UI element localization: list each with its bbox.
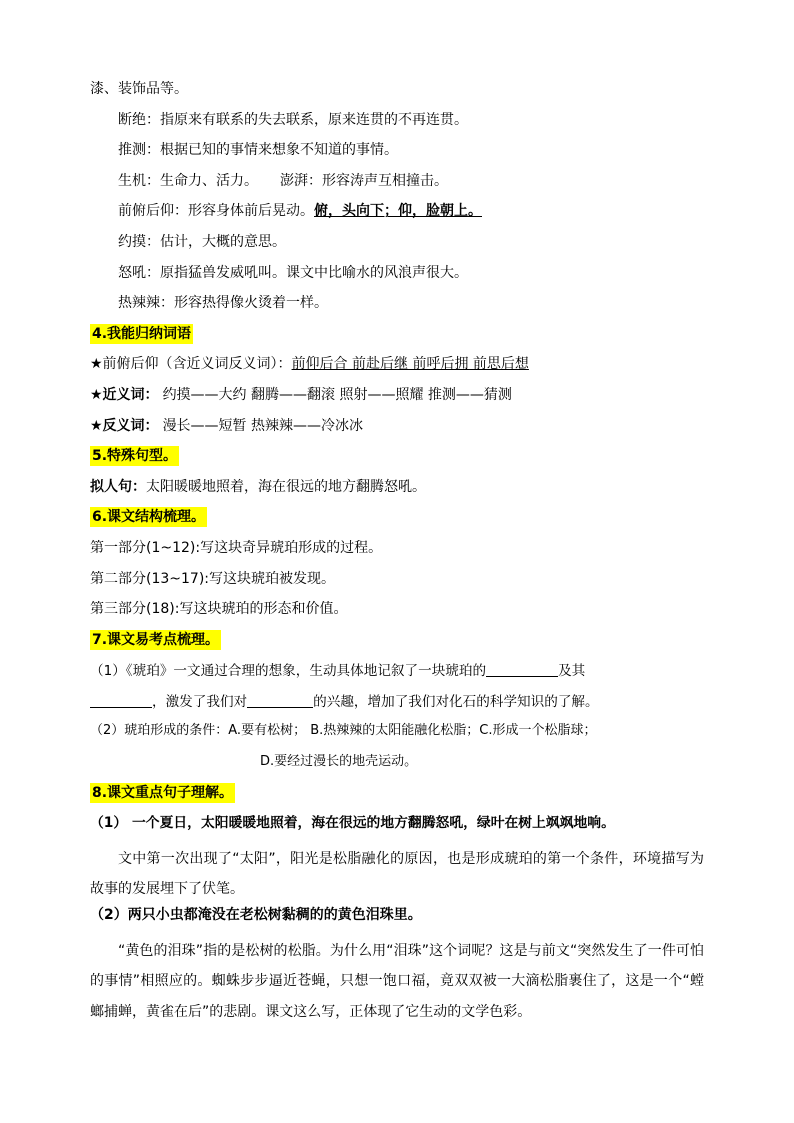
section-4-line-3	[90, 416, 704, 447]
section-4-line-2	[90, 385, 704, 416]
definition-qianfu-text: 前俯后仰：形容身体前后晃动。	[118, 203, 314, 220]
section-5-heading: 5.特殊句型。	[92, 448, 178, 465]
section-4-line-1	[90, 354, 704, 385]
section-7-heading-row	[90, 630, 704, 661]
section-7-q2-line-1: （2）琥珀形成的条件：A.要有松树； B.热辣辣的太阳能融化松脂；C.形成一个松脂球；	[90, 723, 597, 739]
definition-duanjue: 断绝：指原来有联系的失去联系，原来连贯的不再连贯。	[118, 111, 468, 128]
definition-nuhou: 怒吼：原指猛兽发威吼叫。课文中比喻水的风浪声很大。	[118, 264, 468, 281]
section-6-part-2: 第二部分(13~17):写这块琥珀被发现。	[90, 570, 335, 587]
section-4-heading: 4.我能归纳词语	[92, 325, 192, 342]
definition-yuemo: 约摸：估计，大概的意思。	[118, 233, 286, 250]
section-8-sentence-1: （1） 一个夏日，太阳暖暖地照着，海在很远的地方翻腾怒吼，绿叶在树上飒飒地响。	[90, 815, 615, 832]
section-4-line-2-words: 约摸——大约 翻腾——翻滚 照射——照耀 推测——猜测	[162, 386, 512, 403]
continuation-text: 漆、装饰品等。	[90, 81, 188, 97]
section-7-q1-text-a: （1）《琥珀》一文通过合理的想象，生动具体地记叙了一块琥珀的	[90, 663, 487, 680]
section-5-sentence	[90, 477, 704, 508]
section-4-line-3-words: 漫长——短暂 热辣辣——冷冰冰	[162, 417, 364, 434]
section-5-lead: 拟人句：	[90, 478, 146, 495]
section-6-heading-row	[90, 507, 704, 538]
document-page	[90, 79, 704, 1027]
definition-qianfu-bold: 俯，头向下；仰，脸朝上。	[314, 203, 482, 220]
section-7-q1-text-c: ，激发了我们对	[152, 693, 248, 710]
definition-qianfu	[90, 201, 704, 232]
section-4-line-1-words: 前仰后合 前赴后继 前呼后拥 前思后想	[291, 356, 529, 373]
definition-shengji-pengpai	[90, 171, 704, 202]
section-4-line-1-lead: ★前俯后仰（含近义词反义词）：	[90, 356, 292, 373]
section-7-heading: 7.课文易考点梳理。	[92, 631, 220, 648]
answer-blank-1[interactable]	[486, 660, 558, 677]
section-8-sentence-1-explanation: 文中第一次出现了“太阳”，阳光是松脂融化的原因，也是形成琥珀的第一个条件，环境描写为故事的发展埋下了伏笔。	[90, 850, 704, 898]
definition-shengji: 生机：生命力、活力。	[118, 172, 258, 189]
section-7-q1-text-b: 及其	[558, 663, 586, 680]
section-6-part-1: 第一部分(1~12):写这块奇异琥珀形成的过程。	[90, 539, 383, 556]
section-5-heading-row	[90, 446, 704, 477]
section-7-q1-line-2	[90, 691, 704, 722]
section-8-sentence-2-explanation: “黄色的泪珠”指的是松树的松脂。为什么用“泪珠”这个词呢？这是与前文“突然发生了一件可怕的事情”相照应的。蜘蛛步步逼近苍蝇，只想一饱口福，竟双双被一大滴松脂裹住了，这是一个“螳螂捕蝉，黄雀在后”的悲剧。课文这么写，正体现了它生动的文学色彩。	[90, 942, 704, 1020]
section-8-heading: 8.课文重点句子理解。	[92, 784, 234, 801]
section-8-heading-row	[90, 783, 704, 814]
section-6-heading: 6.课文结构梳理。	[92, 509, 206, 526]
section-7-q2-line-2: D.要经过漫长的地壳运动。	[260, 754, 418, 770]
section-4-line-2-lead: ★近义词：	[90, 386, 159, 403]
definition-pengpai: 澎湃：形容涛声互相撞击。	[280, 172, 448, 189]
section-4-heading-row	[90, 324, 704, 355]
answer-blank-3[interactable]	[247, 691, 313, 708]
definition-relala: 热辣辣：形容热得像火烫着一样。	[118, 295, 328, 312]
section-5-text: 太阳暖暖地照着，海在很远的地方翻腾怒吼。	[146, 478, 426, 495]
section-4-line-3-lead: ★反义词：	[90, 417, 159, 434]
section-7-q1-line-1	[90, 660, 704, 691]
definition-tuice: 推测：根据已知的事情来想象不知道的事情。	[118, 142, 398, 159]
answer-blank-2[interactable]	[90, 691, 152, 708]
section-8-sentence-2: （2）两只小虫都淹没在老松树黏稠的的黄色泪珠里。	[90, 907, 422, 924]
section-6-part-3: 第三部分(18):写这块琥珀的形态和价值。	[90, 601, 348, 618]
section-7-q1-text-d: 的兴趣，增加了我们对化石的科学知识的了解。	[313, 693, 599, 710]
